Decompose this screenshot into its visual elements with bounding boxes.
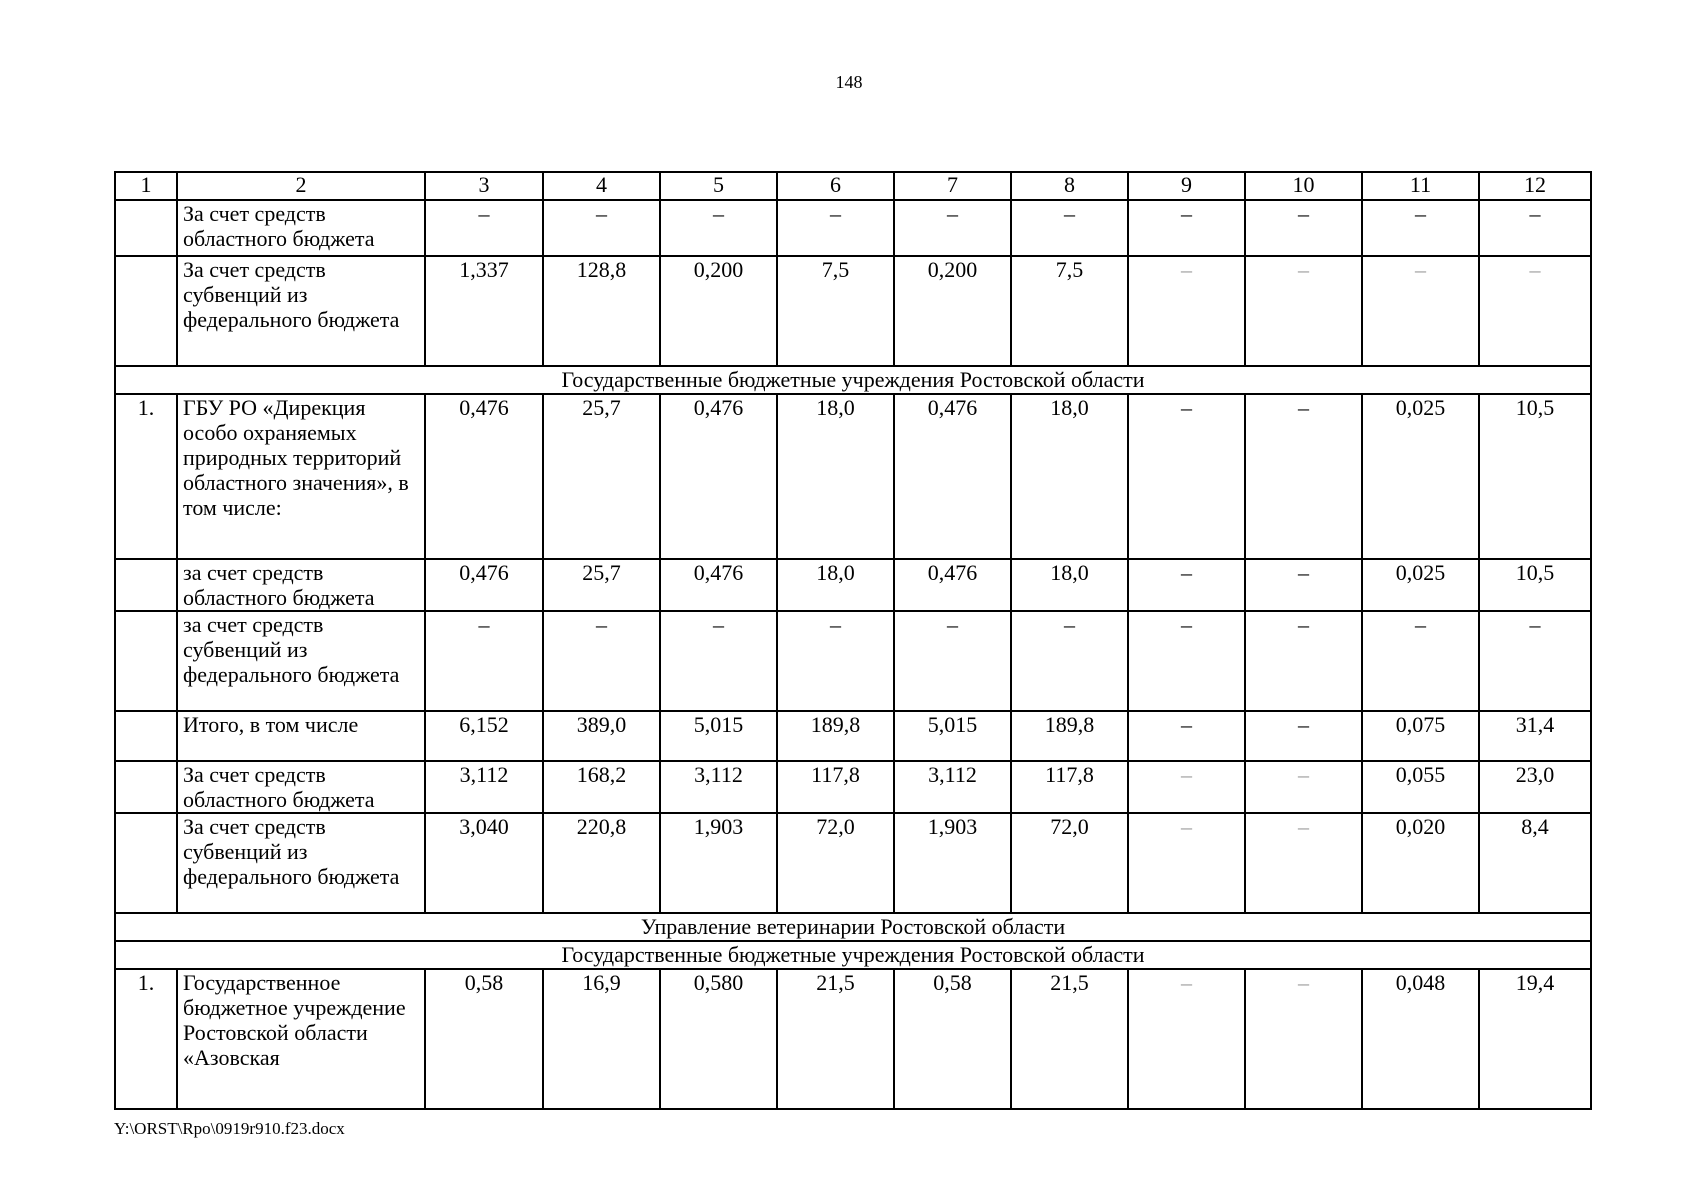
row-name: ГБУ РО «Дирекция особо охраняемых природных территорий областного значения», в том числе:: [177, 394, 425, 559]
value-cell: 0,476: [425, 559, 543, 611]
table-row: [115, 200, 1591, 256]
section-row: [115, 941, 1591, 969]
table-body: [115, 172, 1591, 1109]
value-cell: 0,075: [1362, 711, 1479, 761]
value-cell: 128,8: [543, 256, 660, 366]
value-cell: 0,476: [425, 394, 543, 559]
value-cell: –: [1362, 611, 1479, 711]
header-row: [115, 172, 1591, 200]
section-title: Государственные бюджетные учреждения Ростовской области: [115, 366, 1591, 394]
value-cell: –: [1479, 200, 1591, 256]
value-cell: –: [1011, 611, 1128, 711]
value-cell: –: [1128, 256, 1245, 366]
value-cell: 168,2: [543, 761, 660, 813]
header-cell: 1: [115, 172, 177, 200]
value-cell: 1,337: [425, 256, 543, 366]
value-cell: –: [425, 200, 543, 256]
value-cell: –: [777, 200, 894, 256]
row-name: Государственное бюджетное учреждение Ростовской области «Азовская: [177, 969, 425, 1109]
value-cell: 7,5: [1011, 256, 1128, 366]
header-cell: 4: [543, 172, 660, 200]
value-cell: –: [1128, 813, 1245, 913]
value-cell: 0,580: [660, 969, 777, 1109]
value-cell: 5,015: [894, 711, 1011, 761]
row-number: [115, 559, 177, 611]
value-cell: –: [1128, 761, 1245, 813]
row-number: [115, 761, 177, 813]
table-row: [115, 256, 1591, 366]
value-cell: 16,9: [543, 969, 660, 1109]
value-cell: 1,903: [894, 813, 1011, 913]
value-cell: 0,58: [894, 969, 1011, 1109]
value-cell: 10,5: [1479, 559, 1591, 611]
value-cell: 0,020: [1362, 813, 1479, 913]
row-number: [115, 611, 177, 711]
row-number: 1.: [115, 394, 177, 559]
value-cell: –: [425, 611, 543, 711]
value-cell: –: [543, 200, 660, 256]
value-cell: 0,200: [894, 256, 1011, 366]
value-cell: 10,5: [1479, 394, 1591, 559]
value-cell: 189,8: [777, 711, 894, 761]
value-cell: 21,5: [1011, 969, 1128, 1109]
value-cell: –: [1245, 813, 1362, 913]
value-cell: –: [543, 611, 660, 711]
value-cell: –: [1011, 200, 1128, 256]
section-row: [115, 366, 1591, 394]
header-cell: 2: [177, 172, 425, 200]
value-cell: –: [1128, 711, 1245, 761]
value-cell: 25,7: [543, 559, 660, 611]
table-row: [115, 813, 1591, 913]
header-cell: 9: [1128, 172, 1245, 200]
table-row: [115, 761, 1591, 813]
budget-table: [114, 171, 1592, 1110]
value-cell: 25,7: [543, 394, 660, 559]
value-cell: –: [1479, 611, 1591, 711]
value-cell: 117,8: [777, 761, 894, 813]
row-number: [115, 813, 177, 913]
value-cell: 18,0: [777, 559, 894, 611]
header-cell: 8: [1011, 172, 1128, 200]
row-name: За счет средств субвенций из федерального бюджета: [177, 256, 425, 366]
value-cell: –: [1128, 559, 1245, 611]
value-cell: 8,4: [1479, 813, 1591, 913]
value-cell: –: [1128, 611, 1245, 711]
value-cell: 72,0: [777, 813, 894, 913]
value-cell: 0,476: [660, 394, 777, 559]
value-cell: –: [660, 611, 777, 711]
page-number: 148: [835, 72, 863, 92]
value-cell: –: [1245, 559, 1362, 611]
value-cell: 5,015: [660, 711, 777, 761]
header-cell: 12: [1479, 172, 1591, 200]
row-number: [115, 711, 177, 761]
value-cell: –: [1362, 256, 1479, 366]
value-cell: 0,025: [1362, 559, 1479, 611]
value-cell: –: [1128, 200, 1245, 256]
header-cell: 5: [660, 172, 777, 200]
value-cell: 21,5: [777, 969, 894, 1109]
value-cell: 7,5: [777, 256, 894, 366]
value-cell: 0,476: [894, 394, 1011, 559]
file-path-footer: Y:\ORST\Rpo\0919r910.f23.docx: [114, 1119, 345, 1138]
value-cell: 220,8: [543, 813, 660, 913]
value-cell: –: [1245, 711, 1362, 761]
table-row: [115, 394, 1591, 559]
header-cell: 3: [425, 172, 543, 200]
value-cell: 117,8: [1011, 761, 1128, 813]
section-title: Управление ветеринарии Ростовской области: [115, 913, 1591, 941]
value-cell: 1,903: [660, 813, 777, 913]
value-cell: 18,0: [777, 394, 894, 559]
value-cell: 0,055: [1362, 761, 1479, 813]
value-cell: –: [1128, 394, 1245, 559]
table-row: [115, 711, 1591, 761]
value-cell: –: [1245, 200, 1362, 256]
value-cell: –: [894, 200, 1011, 256]
section-row: [115, 913, 1591, 941]
row-name: За счет средств областного бюджета: [177, 200, 425, 256]
value-cell: –: [1362, 200, 1479, 256]
value-cell: –: [1128, 969, 1245, 1109]
row-name: за счет средств субвенций из федерального бюджета: [177, 611, 425, 711]
value-cell: 0,048: [1362, 969, 1479, 1109]
value-cell: 0,476: [894, 559, 1011, 611]
value-cell: –: [1479, 256, 1591, 366]
table-row: [115, 611, 1591, 711]
value-cell: 3,112: [425, 761, 543, 813]
row-number: [115, 200, 177, 256]
value-cell: –: [660, 200, 777, 256]
row-name: За счет средств областного бюджета: [177, 761, 425, 813]
header-cell: 6: [777, 172, 894, 200]
value-cell: 389,0: [543, 711, 660, 761]
row-name: Итого, в том числе: [177, 711, 425, 761]
row-name: за счет средств областного бюджета: [177, 559, 425, 611]
value-cell: 3,112: [894, 761, 1011, 813]
value-cell: 189,8: [1011, 711, 1128, 761]
value-cell: –: [777, 611, 894, 711]
value-cell: 31,4: [1479, 711, 1591, 761]
value-cell: 3,112: [660, 761, 777, 813]
header-cell: 11: [1362, 172, 1479, 200]
value-cell: 18,0: [1011, 559, 1128, 611]
value-cell: 0,58: [425, 969, 543, 1109]
value-cell: 23,0: [1479, 761, 1591, 813]
section-title: Государственные бюджетные учреждения Ростовской области: [115, 941, 1591, 969]
row-number: [115, 256, 177, 366]
value-cell: 0,200: [660, 256, 777, 366]
value-cell: –: [1245, 969, 1362, 1109]
row-number: 1.: [115, 969, 177, 1109]
table-row: [115, 969, 1591, 1109]
value-cell: –: [1245, 611, 1362, 711]
value-cell: –: [1245, 394, 1362, 559]
table-row: [115, 559, 1591, 611]
value-cell: –: [1245, 256, 1362, 366]
value-cell: 3,040: [425, 813, 543, 913]
value-cell: 0,476: [660, 559, 777, 611]
value-cell: 0,025: [1362, 394, 1479, 559]
header-cell: 7: [894, 172, 1011, 200]
header-cell: 10: [1245, 172, 1362, 200]
value-cell: 72,0: [1011, 813, 1128, 913]
value-cell: –: [1245, 761, 1362, 813]
value-cell: 6,152: [425, 711, 543, 761]
value-cell: –: [894, 611, 1011, 711]
value-cell: 18,0: [1011, 394, 1128, 559]
row-name: За счет средств субвенций из федерального бюджета: [177, 813, 425, 913]
value-cell: 19,4: [1479, 969, 1591, 1109]
